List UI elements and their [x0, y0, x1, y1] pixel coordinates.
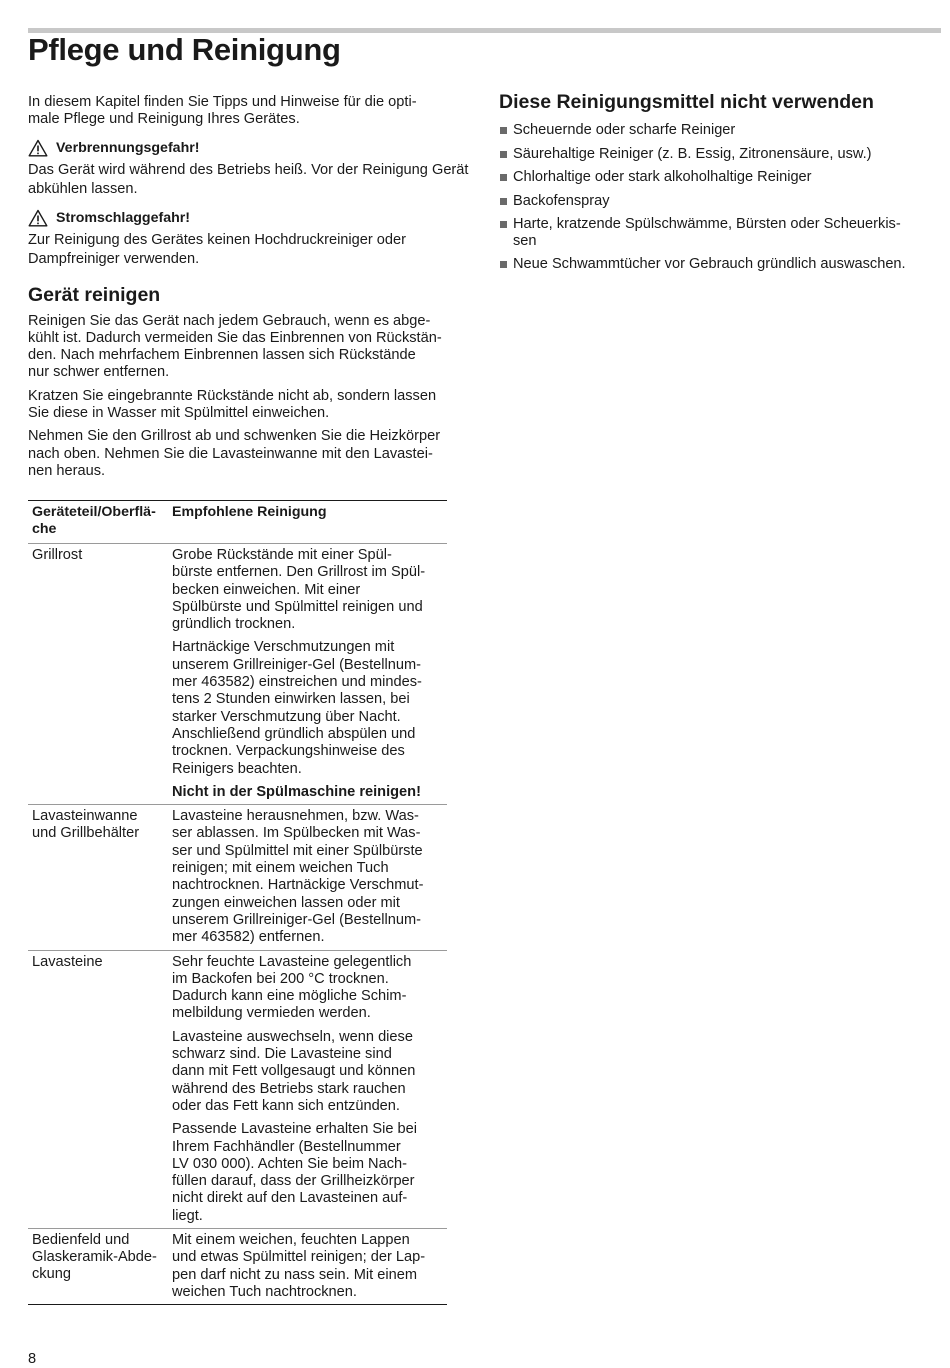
cleaning-text: Passende Lavasteine erhalten Sie bei Ihrem Fachhändler (Bestellnummer LV 030 000). Achten Sie beim Nach- füllen darauf, dass der Grillheizkörper nicht direkt auf den Lavasteinen auf- liegt.: [172, 1121, 418, 1224]
section-heading-no-use: Diese Reinigungsmittel nicht verwenden: [499, 91, 874, 113]
table-cell-part: Lavasteinwanne und Grillbehälter: [32, 808, 140, 842]
list-item: Säurehaltige Reiniger (z. B. Essig, Zitronensäure, usw.): [499, 146, 945, 163]
table-cell-cleaning: [172, 950, 447, 1228]
cleaning-text: Grobe Rückstände mit einer Spül- bürste entfernen. Den Grillrost im Spül- becken einweichen. Mit einer Spülbürste und Spülmittel reinigen und gründlich trocknen.: [172, 547, 426, 633]
page-title: Pflege und Reinigung: [28, 32, 341, 67]
cleaning-text: Sehr feuchte Lavasteine gelegentlich im Backofen bei 200 °C trocknen. Dadurch kann eine mögliche Schim- melbildung vermieden werden.: [172, 953, 412, 1022]
table-header-row: [28, 501, 447, 544]
list-item: Scheuernde oder scharfe Reiniger: [499, 122, 945, 139]
cleaning-text: Mit einem weichen, feuchten Lappen und etwas Spülmittel reinigen; der Lap- pen darf nicht zu nass sein. Mit einem weichen Tuch nachtrocknen.: [172, 1231, 426, 1300]
list-item: Backofenspray: [499, 193, 945, 210]
section-heading-clean: Gerät reinigen: [28, 283, 161, 306]
table-cell-cleaning: [172, 1228, 447, 1304]
list-item: Neue Schwammtücher vor Gebrauch gründlich auswaschen.: [499, 256, 945, 273]
cleaning-text: Hartnäckige Verschmutzungen mit unserem Grillreiniger-Gel (Bestellnum- mer 463582) einstreichen und mindes- tens 2 Stunden einwirken lassen, bei starker Verschmutzung über Nacht. Anschließend gründlich abspülen und trocknen. Verpackungshinweise des Reinigers beachten.: [172, 639, 422, 777]
warning-shock: [28, 209, 474, 269]
clean-paragraph: Kratzen Sie eingebrannte Rückstände nicht ab, sondern lassen Sie diese in Wasser mit Spülmittel einweichen.: [28, 387, 437, 422]
table-row: [28, 1228, 447, 1304]
table-row: [28, 805, 447, 950]
table-row: [28, 950, 447, 1228]
list-item: Chlorhaltige oder stark alkoholhaltige Reiniger: [499, 169, 945, 186]
warning-heading-text: Verbrennungsgefahr!: [56, 139, 200, 156]
warning-text: Zur Reinigung des Gerätes keinen Hochdruckreiniger oder Dampfreiniger verwenden.: [28, 231, 407, 267]
intro-text: In diesem Kapitel finden Sie Tipps und Hinweise für die opti- male Pflege und Reinigung Ihres Gerätes.: [28, 94, 417, 128]
table-cell-part: Grillrost: [32, 547, 83, 563]
clean-paragraph: Reinigen Sie das Gerät nach jedem Gebrauch, wenn es abge- kühlt ist. Dadurch vermeiden Sie das Einbrennen von Rückstän- den. Nach mehrfachem Einbrennen lassen sich Rückstände nur schwer entfernen.: [28, 312, 442, 381]
warning-triangle-icon: [28, 139, 48, 157]
cleaning-table: [28, 500, 447, 1305]
table-row: [28, 544, 447, 805]
right-column: [499, 90, 945, 280]
page-number: 8: [28, 1351, 37, 1367]
warning-heading: [28, 209, 474, 227]
cleaning-note: Nicht in der Spülmaschine reinigen!: [172, 783, 421, 800]
no-use-list: [499, 122, 945, 273]
left-column: [28, 94, 474, 486]
cleaning-text: Lavasteine herausnehmen, bzw. Was- ser ablassen. Im Spülbecken mit Was- ser und Spülmittel mit einer Spülbürste reinigen; mit einem weichen Tuch nachtrocknen. Hartnäckige Verschmut- zungen einweichen lassen oder mit unserem Grillreiniger-Gel (Bestellnum- mer 463582) entfernen.: [172, 808, 424, 946]
table-header-cleaning: Empfohlene Reinigung: [172, 504, 327, 520]
table-cell-part: Lavasteine: [32, 953, 103, 970]
table-cell-cleaning: [172, 805, 447, 950]
list-item: Harte, kratzende Spülschwämme, Bürsten oder Scheuerkis- sen: [499, 216, 945, 249]
warning-heading: [28, 139, 474, 157]
warning-burn: [28, 139, 474, 199]
table-header-part: Geräteteil/Oberflä- che: [32, 504, 156, 537]
cleaning-text: Lavasteine auswechseln, wenn diese schwarz sind. Die Lavasteine sind dann mit Fett vollgesaugt und können während des Betriebs stark rauchen oder das Fett kann sich entzünden.: [172, 1028, 416, 1114]
warning-triangle-icon: [28, 209, 48, 227]
warning-heading-text: Stromschlaggefahr!: [56, 209, 191, 226]
clean-paragraph: Nehmen Sie den Grillrost ab und schwenken Sie die Heizkörper nach oben. Nehmen Sie die Lavasteinwanne mit den Lavastei- nen heraus.: [28, 428, 441, 479]
table-cell-cleaning: [172, 544, 447, 805]
table-cell-part: Bedienfeld und Glaskeramik-Abde- ckung: [32, 1231, 157, 1282]
warning-text: Das Gerät wird während des Betriebs heiß. Vor der Reinigung Gerät abkühlen lassen.: [28, 161, 469, 197]
